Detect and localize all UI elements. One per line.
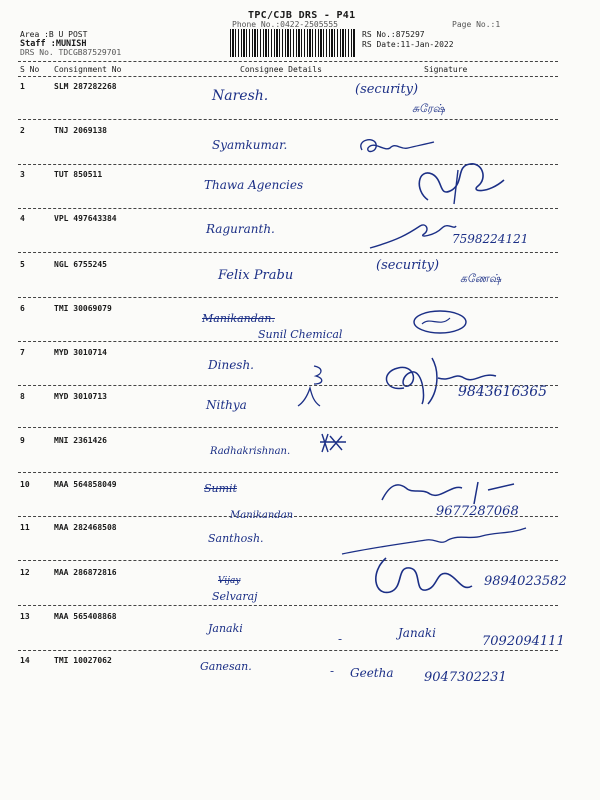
divider — [18, 427, 558, 428]
consignee-name: Raguranth. — [206, 222, 275, 236]
consignee-name: Ganesan. — [200, 660, 252, 673]
consignee-name: Manikandan. — [202, 312, 275, 325]
signature-scribble — [318, 430, 348, 456]
row-sno: 4 — [20, 214, 25, 223]
signature-scribble — [406, 306, 476, 338]
consignee-name: Sumit — [204, 482, 237, 495]
row-sno: 13 — [20, 612, 30, 621]
consignment-number: MAA 564858049 — [54, 480, 117, 489]
consignee-name: Syamkumar. — [212, 138, 288, 152]
consignee-name: Dinesh. — [208, 358, 254, 372]
rs-date: RS Date:11-Jan-2022 — [362, 40, 454, 49]
consignment-number: TMI 30069079 — [54, 304, 112, 313]
consignment-number: TUT 850511 — [54, 170, 103, 179]
signature-scribble — [368, 216, 458, 252]
row-sno: 9 — [20, 436, 25, 445]
consignment-number: SLM 287282268 — [54, 82, 117, 91]
signature-script: கணேஷ் — [460, 272, 502, 285]
signature-scribble — [310, 364, 330, 386]
consignee-name: Selvaraj — [212, 590, 258, 603]
signature-scribble — [356, 134, 436, 160]
row-sno: 7 — [20, 348, 25, 357]
row-sno: 3 — [20, 170, 25, 179]
consignment-number: NGL 6755245 — [54, 260, 107, 269]
consignment-number: MAA 565408868 — [54, 612, 117, 621]
consignment-number: TMI 10027062 — [54, 656, 112, 665]
area-label: Area :B U POST — [20, 30, 88, 39]
row-sno: 12 — [20, 568, 30, 577]
page-title: TPC/CJB DRS - P41 — [248, 10, 356, 21]
row-sno: 14 — [20, 656, 30, 665]
consignee-name-alt: Sunil Chemical — [258, 328, 343, 341]
column-header-sno: S No — [20, 65, 40, 74]
signature-phone: 9894023582 — [484, 574, 567, 589]
consignee-name: Felix Prabu — [218, 268, 294, 283]
row-sno: 10 — [20, 480, 30, 489]
consignee-name: Naresh. — [212, 88, 269, 104]
row-sno: 8 — [20, 392, 25, 401]
row-sno: 1 — [20, 82, 25, 91]
divider — [18, 560, 558, 561]
signature-phone: 9047302231 — [424, 670, 507, 685]
consignee-name: Santhosh. — [208, 532, 264, 545]
struck-text: Vijay — [218, 576, 241, 586]
divider — [18, 341, 558, 342]
signature-scribble — [408, 160, 508, 206]
consignment-number: VPL 497643384 — [54, 214, 117, 223]
divider — [18, 297, 558, 298]
rs-number: RS No.:875297 — [362, 30, 425, 39]
divider — [18, 61, 558, 62]
consignee-name: Nithya — [206, 398, 247, 412]
consignment-number: MAA 286872816 — [54, 568, 117, 577]
signature-script: சுரேஷ் — [412, 102, 445, 115]
signature-phone: 9677287068 — [436, 504, 519, 519]
signature-scribble — [294, 384, 322, 412]
signature-phone: 9843616365 — [458, 384, 548, 400]
phone-number: Phone No.:0422-2505555 — [232, 20, 338, 29]
signature-note: (security) — [355, 82, 419, 97]
signature-phone: 7598224121 — [452, 232, 529, 246]
divider — [18, 472, 558, 473]
consignee-name: Janaki — [208, 622, 243, 635]
divider — [18, 208, 558, 209]
divider — [18, 650, 558, 651]
staff-label: Staff :MUNISH — [20, 39, 87, 49]
signature-phone: 7092094111 — [482, 634, 565, 649]
column-header-consignment: Consignment No — [54, 65, 122, 74]
drs-number: DRS No. TDCGB87529701 — [20, 48, 122, 57]
row-sno: 5 — [20, 260, 25, 269]
consignment-number: MAA 282468508 — [54, 523, 117, 532]
consignee-name: Thawa Agencies — [204, 178, 304, 192]
divider — [18, 119, 558, 120]
column-header-signature: Signature — [424, 65, 468, 74]
consignment-number: MYD 3010714 — [54, 348, 107, 357]
consignee-name: Radhakrishnan. — [210, 446, 291, 457]
signature-note: (security) — [376, 258, 440, 273]
signature-scribble — [378, 474, 518, 508]
signature-dash: - — [338, 632, 343, 646]
row-sno: 2 — [20, 126, 25, 135]
signature-dash: - — [330, 664, 335, 678]
signature-scribble — [366, 552, 476, 604]
signature-name: Geetha — [350, 666, 394, 680]
divider — [18, 252, 558, 253]
consignment-number: TNJ 2069138 — [54, 126, 107, 135]
barcode — [230, 29, 356, 57]
signature-name: Janaki — [398, 626, 436, 640]
consignment-number: MYD 3010713 — [54, 392, 107, 401]
row-sno: 6 — [20, 304, 25, 313]
consignee-name-alt: Manikandan — [230, 510, 294, 521]
row-sno: 11 — [20, 523, 30, 532]
column-header-consignee: Consignee Details — [240, 65, 322, 74]
consignment-number: MNI 2361426 — [54, 436, 107, 445]
divider — [18, 605, 558, 606]
page-number: Page No.:1 — [452, 20, 501, 29]
divider — [18, 76, 558, 77]
